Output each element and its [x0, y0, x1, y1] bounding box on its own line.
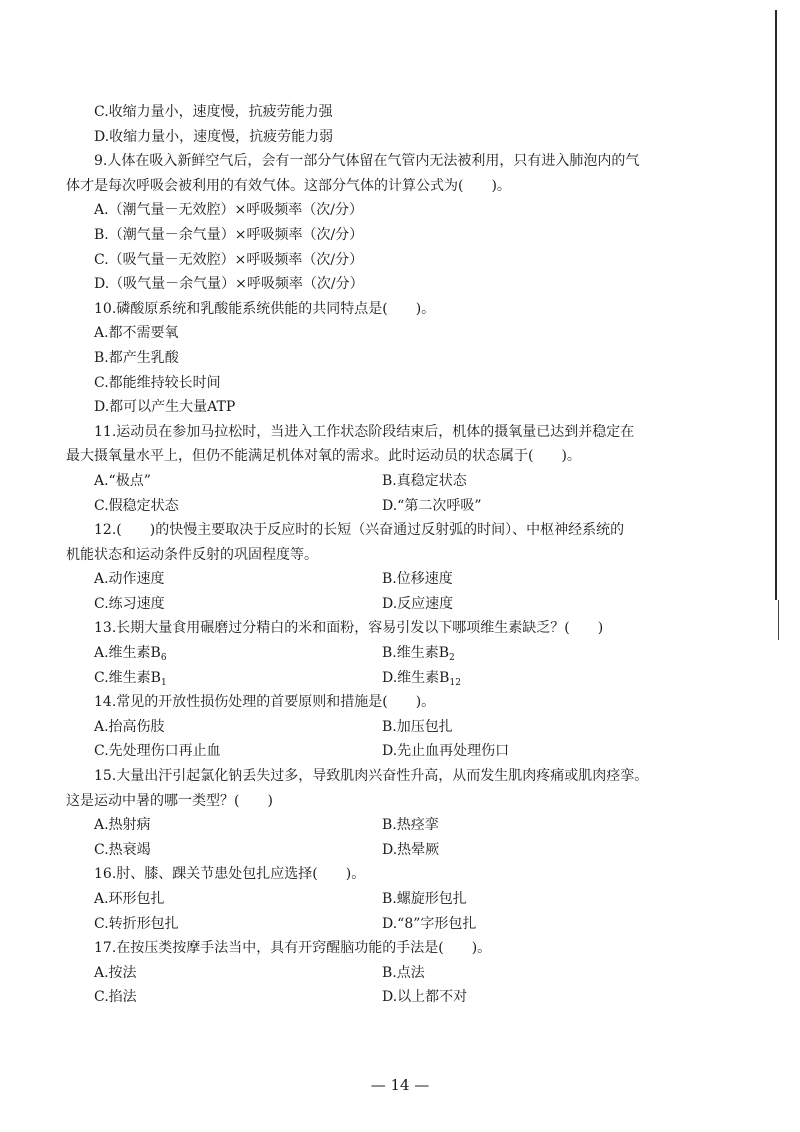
q11-option-c: C.假稳定状态 [94, 497, 179, 514]
q14-option-c: C.先处理伤口再止血 [94, 743, 221, 760]
q15-option-c: C.热衰竭 [94, 841, 151, 858]
q13-options-row2 [66, 666, 746, 691]
page-edge-line [775, 10, 777, 600]
q16-stem: 16.肘、膝、踝关节患处包扎应选择( )。 [94, 866, 366, 883]
q10-stem: 10.磷酸原系统和乳酸能系统供能的共同特点是( )。 [94, 300, 436, 317]
q9-stem-line1: 9.人体在吸入新鲜空气后，会有一部分气体留在气管内无法被利用，只有进入肺泡内的气 [94, 153, 640, 170]
q13-option-c-text: C.维生素B [94, 669, 161, 686]
q13-option-a-text: A.维生素B [94, 645, 161, 662]
q17-option-b: B.点法 [382, 964, 425, 981]
q17-options-row2 [66, 985, 746, 1010]
q12-stem-line1: 12.( )的快慢主要取决于反应时的长短（兴奋通过反射弧的时间）、中枢神经系统的 [94, 522, 625, 539]
q11-options-row2 [66, 494, 746, 519]
q11-stem-line1: 11.运动员在参加马拉松时，当进入工作状态阶段结束后，机体的摄氧量已达到并稳定在 [94, 423, 635, 440]
q13-option-b-sub: 2 [449, 653, 455, 664]
q14-options-row1 [66, 715, 746, 740]
q15-option-a: A.热射病 [94, 817, 151, 834]
q14-option-d: D.先止血再处理伤口 [382, 743, 510, 760]
q12-options-row2 [66, 592, 746, 617]
q13-option-d [382, 666, 746, 691]
q12-option-c: C.练习速度 [94, 595, 165, 612]
q11-option-a: A.“极点” [94, 472, 151, 489]
q8-option-d: D.收缩力量小，速度慢，抗疲劳能力弱 [94, 128, 334, 145]
q16-option-c: C.转折形包扎 [94, 915, 179, 932]
q12-stem-line2: 机能状态和运动条件反射的巩固程度等。 [66, 546, 318, 563]
q16-option-a: A.环形包扎 [94, 891, 165, 907]
q13-option-a-sub: 6 [160, 653, 167, 664]
q8-option-c: C.收缩力量小，速度慢，抗疲劳能力强 [94, 104, 333, 120]
q17-option-a: A.按法 [94, 964, 137, 981]
q15-stem-line2: 这是运动中暑的哪一类型？( ) [66, 792, 273, 809]
q11-option-b: B.真稳定状态 [382, 472, 467, 489]
q10-option-b: B.都产生乳酸 [94, 349, 179, 366]
q12-option-d: D.反应速度 [382, 595, 454, 612]
q11-options-row1 [66, 469, 746, 494]
question-list [66, 100, 746, 1010]
q13-options-row1 [66, 641, 746, 666]
q15-options-row2 [66, 838, 746, 863]
q11-stem-line2: 最大摄氧量水平上，但仍不能满足机体对氧的需求。此时运动员的状态属于( )。 [66, 448, 581, 465]
q12-options-row1 [66, 567, 746, 592]
page-edge-line-lower [778, 600, 779, 640]
q12-option-a: A.动作速度 [94, 571, 165, 588]
q15-options-row1 [66, 813, 746, 838]
q11-option-d: D.“第二次呼吸” [382, 497, 482, 514]
q10-option-d: D.都可以产生大量ATP [94, 399, 236, 416]
q16-option-b: B.螺旋形包扎 [382, 891, 467, 907]
q12-option-b: B.位移速度 [382, 571, 453, 588]
q14-stem: 14.常见的开放性损伤处理的首要原则和措施是( )。 [94, 694, 436, 711]
q13-stem: 13.长期大量食用碾磨过分精白的米和面粉，容易引发以下哪项维生素缺乏？( ) [94, 620, 604, 637]
q9-option-a: A.（潮气量－无效腔）×呼吸频率（次/分） [94, 202, 364, 219]
q13-option-b-text: B.维生素B [382, 645, 450, 662]
q16-options-row1 [66, 887, 746, 912]
q13-option-d-sub: 12 [449, 677, 461, 688]
q17-option-c: C.掐法 [94, 989, 137, 1006]
q13-option-d-text: D.维生素B [382, 669, 450, 686]
q9-option-c: C.（吸气量－无效腔）×呼吸频率（次/分） [94, 251, 364, 268]
q9-option-b: B.（潮气量－余气量）×呼吸频率（次/分） [94, 226, 364, 243]
q10-option-a: A.都不需要氧 [94, 325, 179, 342]
q17-options-row1 [66, 961, 746, 986]
q10-option-c: C.都能维持较长时间 [94, 374, 221, 391]
q16-options-row2 [66, 912, 746, 937]
q13-option-a [94, 641, 382, 666]
q14-option-b: B.加压包扎 [382, 718, 453, 735]
q14-options-row2 [66, 739, 746, 764]
q14-option-a: A.抬高伤肢 [94, 718, 165, 735]
q9-stem-line2: 体才是每次呼吸会被利用的有效气体。这部分气体的计算公式为( )。 [66, 177, 511, 194]
q15-option-b: B.热痉挛 [382, 817, 439, 834]
q15-stem-line1: 15.大量出汗引起氯化钠丢失过多，导致肌肉兴奋性升高，从而发生肌肉疼痛或肌肉痉挛。 [94, 768, 649, 785]
q13-option-b [382, 641, 746, 666]
q16-option-d: D.“8”字形包扎 [382, 915, 477, 932]
page-number: — 14 — [370, 1076, 430, 1094]
q15-option-d: D.热晕厥 [382, 841, 440, 858]
q9-option-d: D.（吸气量－余气量）×呼吸频率（次/分） [94, 276, 364, 293]
q13-option-c-sub: 1 [160, 677, 167, 688]
q13-option-c [94, 666, 382, 691]
q17-stem: 17.在按压类按摩手法当中，具有开窍醒脑功能的手法是( )。 [94, 940, 492, 957]
q17-option-d: D.以上都不对 [382, 989, 468, 1006]
